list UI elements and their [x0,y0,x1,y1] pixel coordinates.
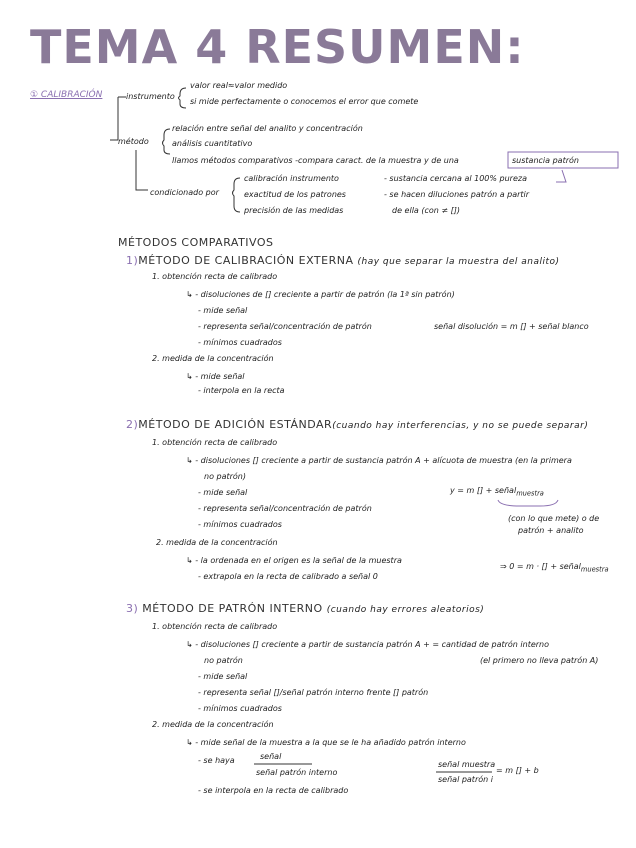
metodo2-formula-main: y = m [] + señal [450,486,517,495]
metodo3-formula-den: señal patrón i [438,775,493,784]
metodo3-step1-item: - mínimos cuadrados [198,704,282,713]
metodo2-step1-item: - mide señal [198,488,248,497]
metodo1-step1-item: - representa señal/concentración de patrón [198,322,372,331]
condicion-item: exactitud de los patrones [244,190,346,199]
metodo1-formula: señal disolución = m [] + señal blanco [434,322,589,331]
metodo2-step1-item: no patrón) [204,472,246,481]
instrumento-label: instrumento [126,92,175,101]
metodo2-step1: 1. obtención recta de calibrado [152,438,278,447]
metodo3-formula-num: señal muestra [438,760,496,769]
metodo3-header [126,602,484,615]
condicion-item: precisión de las medidas [244,206,344,215]
metodo-item: relación entre señal del analito y concentración [172,124,363,133]
metodo1-number: 1) [126,254,139,267]
metodo1-step2-item: ↳ - mide señal [186,372,245,381]
metodo2-formula2-sub: muestra [580,565,609,574]
instrumento-item: si mide perfectamente o conocemos el error que comete [190,97,419,106]
metodo2-formula2 [500,562,609,574]
metodo3-step1: 1. obtención recta de calibrado [152,622,278,631]
metodo2-formula-note: patrón + analito [518,526,584,535]
metodo1-step1: 1. obtención recta de calibrado [152,272,278,281]
metodo1-title: MÉTODO DE CALIBRACIÓN EXTERNA [138,254,354,267]
metodo-label: método [118,137,149,146]
condicion-item: calibración instrumento [244,174,339,183]
metodo3-step1-item: - representa señal []/señal patrón interno frente [] patrón [198,688,429,697]
metodo3-step2-item: ↳ - mide señal de la muestra a la que se le ha añadido patrón interno [186,738,466,747]
metodo3-formula-rhs: = m [] + b [496,766,539,775]
metodo2-step1-item: ↳ - disoluciones [] creciente a partir de sustancia patrón A + alícuota de muestra (en la primera [186,456,572,465]
metodo2-step1-item: - mínimos cuadrados [198,520,282,529]
metodo2-formula2-main: ⇒ 0 = m · [] + señal [500,562,581,571]
metodo3-title: MÉTODO DE PATRÓN INTERNO [142,602,323,615]
metodo3-step1-item: no patrón [204,656,243,665]
metodo1-step1-item: - mínimos cuadrados [198,338,282,347]
sustancia-patron-label: sustancia patrón [512,156,579,165]
metodo2-note: (cuando hay interferencias, y no se puede separar) [332,421,589,431]
instrumento-item: valor real≈valor medido [190,81,288,90]
metodo1-step2-item: - interpola en la recta [198,386,285,395]
metodo3-step1-side: (el primero no lleva patrón A) [480,656,599,665]
metodo3-step2-item: - se interpola en la recta de calibrado [198,786,349,795]
metodos-heading: MÉTODOS COMPARATIVOS [118,236,274,249]
metodo3-step2-item: - se haya [198,756,235,765]
metodo1-step2: 2. medida de la concentración [152,354,274,363]
metodo2-step2-item: - extrapola en la recta de calibrado a señal 0 [198,572,378,581]
metodo3-step1-item: ↳ - disoluciones [] creciente a partir de sustancia patrón A + = cantidad de patrón interno [186,640,550,649]
nota-item: - sustancia cercana al 100% pureza [384,174,527,183]
metodo1-step1-item: ↳ - disoluciones de [] creciente a partir de patrón (la 1ª sin patrón) [186,290,455,299]
metodo2-step2: 2. medida de la concentración [156,538,278,547]
comparativos-text: llamos métodos comparativos -compara caract. de la muestra y de una [172,156,459,165]
metodo1-header [126,254,560,267]
metodo2-title: MÉTODO DE ADICIÓN ESTÁNDAR [138,418,333,431]
metodo2-header [126,418,588,431]
nota-item: de ella (con ≠ []) [392,206,460,215]
metodo3-number: 3) [126,602,139,615]
metodo2-formula-sub: muestra [516,489,544,498]
metodo2-formula-note: (con lo que mete) o de [508,514,600,523]
metodo1-step1-item: - mide señal [198,306,248,315]
nota-item: - se hacen diluciones patrón a partir [384,190,530,199]
page-title: TEMA 4 RESUMEN: [30,20,525,74]
metodo3-step2: 2. medida de la concentración [152,720,274,729]
metodo3-frac-num: señal [260,752,282,761]
metodo3-note: (cuando hay errores aleatorios) [326,605,485,615]
metodo2-step1-item: - representa señal/concentración de patrón [198,504,372,513]
metodo1-note: (hay que separar la muestra del analito) [357,257,560,267]
metodo3-frac-den: señal patrón interno [256,768,338,777]
metodo3-step1-item: - mide señal [198,672,248,681]
metodo2-number: 2) [126,418,139,431]
metodo-item: análisis cuantitativo [172,139,253,148]
calibracion-label: ① CALIBRACIÓN [30,90,103,100]
metodo2-formula [450,486,544,498]
condicionado-label: condicionado por [150,188,219,197]
metodo2-step2-item: ↳ - la ordenada en el origen es la señal de la muestra [186,556,402,565]
